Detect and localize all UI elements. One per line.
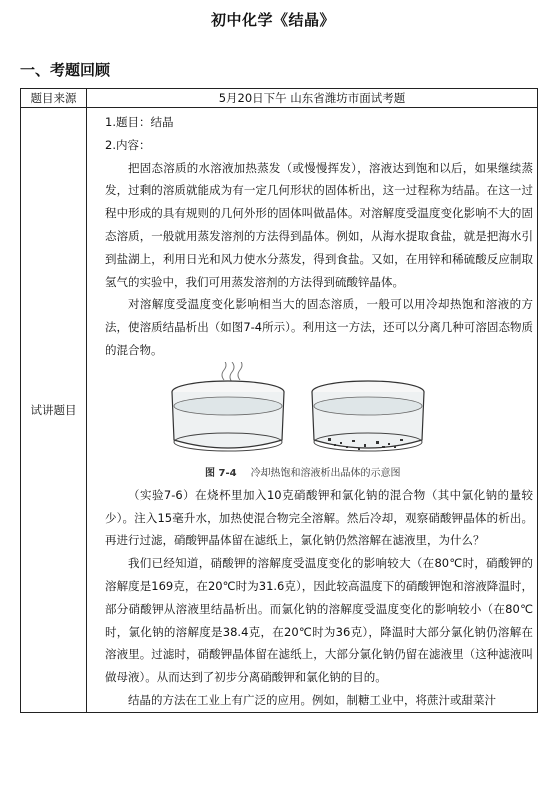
beakers-illustration xyxy=(168,362,430,462)
exam-table xyxy=(20,88,538,713)
source-label: 题目来源 xyxy=(21,89,87,108)
crystallization-figure xyxy=(105,362,533,484)
section-heading: 一、考题回顾 xyxy=(20,61,111,79)
topic-label: 试讲题目 xyxy=(21,108,87,713)
content-label: 2.内容： xyxy=(105,137,151,152)
paragraph-1: 把固态溶质的水溶液加热蒸发（或慢慢挥发），溶液达到饱和以后，如果继续蒸发，过剩的溶质就能成为有一定几何形状的固体析出，这一过程称为结晶。在这一过程中形成的具有规则的几何外形的固体叫做晶体。对溶解度受温度变化影响不大的固态溶质，一般就用蒸发溶剂的方法得到晶体。例如，从海水提取食盐，就是把海水引到盐湖上，利用日光和风力使水分蒸发，得到食盐。又如，在用锌和稀硫酸反应制取氢气的实验中，我们可用蒸发溶剂的方法得到硫酸锌晶体。 xyxy=(105,160,533,289)
topic-content xyxy=(87,108,537,712)
figure-caption-text: 冷却热饱和溶液析出晶体的示意图 xyxy=(250,467,401,479)
topic-line: 1.题目：结晶 xyxy=(105,115,174,129)
figure-caption xyxy=(205,463,401,486)
paragraph-2: 对溶解度受温度变化影响相当大的固态溶质，一般可以用冷却热饱和溶液的方法，使溶质结晶析出（如图7-4所示）。利用这一方法，还可以分离几种可溶固态物质的混合物。 xyxy=(105,297,533,357)
figure-number: 图 7-4 xyxy=(205,467,237,479)
table-row xyxy=(21,108,538,713)
page-title: 初中化学《结晶》 xyxy=(210,11,335,29)
source-value: 5月20日下午 山东省潍坊市面试考题 xyxy=(87,89,538,108)
topic-content-cell xyxy=(87,108,538,713)
paragraph-5: 结晶的方法在工业上有广泛的应用。例如，制糖工业中，将蔗汁或甜菜汁 xyxy=(128,692,496,707)
paragraph-3: （实验7-6）在烧杯里加入10克硝酸钾和氯化钠的混合物（其中氯化钠的量较少）。注入15毫升水，加热使混合物完全溶解。然后冷却，观察硝酸钾晶体的析出。再进行过滤，硝酸钾晶体留在滤纸上，氯化钠仍然溶解在滤液里，为什么？ xyxy=(105,487,533,548)
table-row xyxy=(21,89,538,108)
paragraph-4: 我们已经知道，硝酸钾的溶解度受温度变化的影响较大（在80℃时，硝酸钾的溶解度是169克，在20℃时为31.6克），因此较高温度下的硝酸钾饱和溶液降温时，部分硝酸钾从溶液里结晶析出。而氯化钠的溶解度受温度变化的影响较小（在80℃时，氯化钠的溶解度是38.4克，在20℃时为36克），降温时大部分氯化钠仍溶解在溶液里。过滤时，硝酸钾晶体留在滤纸上，大部分氯化钠仍留在滤液里（这种滤液叫做母液）。从而达到了初步分离硝酸钾和氯化钠的目的。 xyxy=(105,556,533,685)
